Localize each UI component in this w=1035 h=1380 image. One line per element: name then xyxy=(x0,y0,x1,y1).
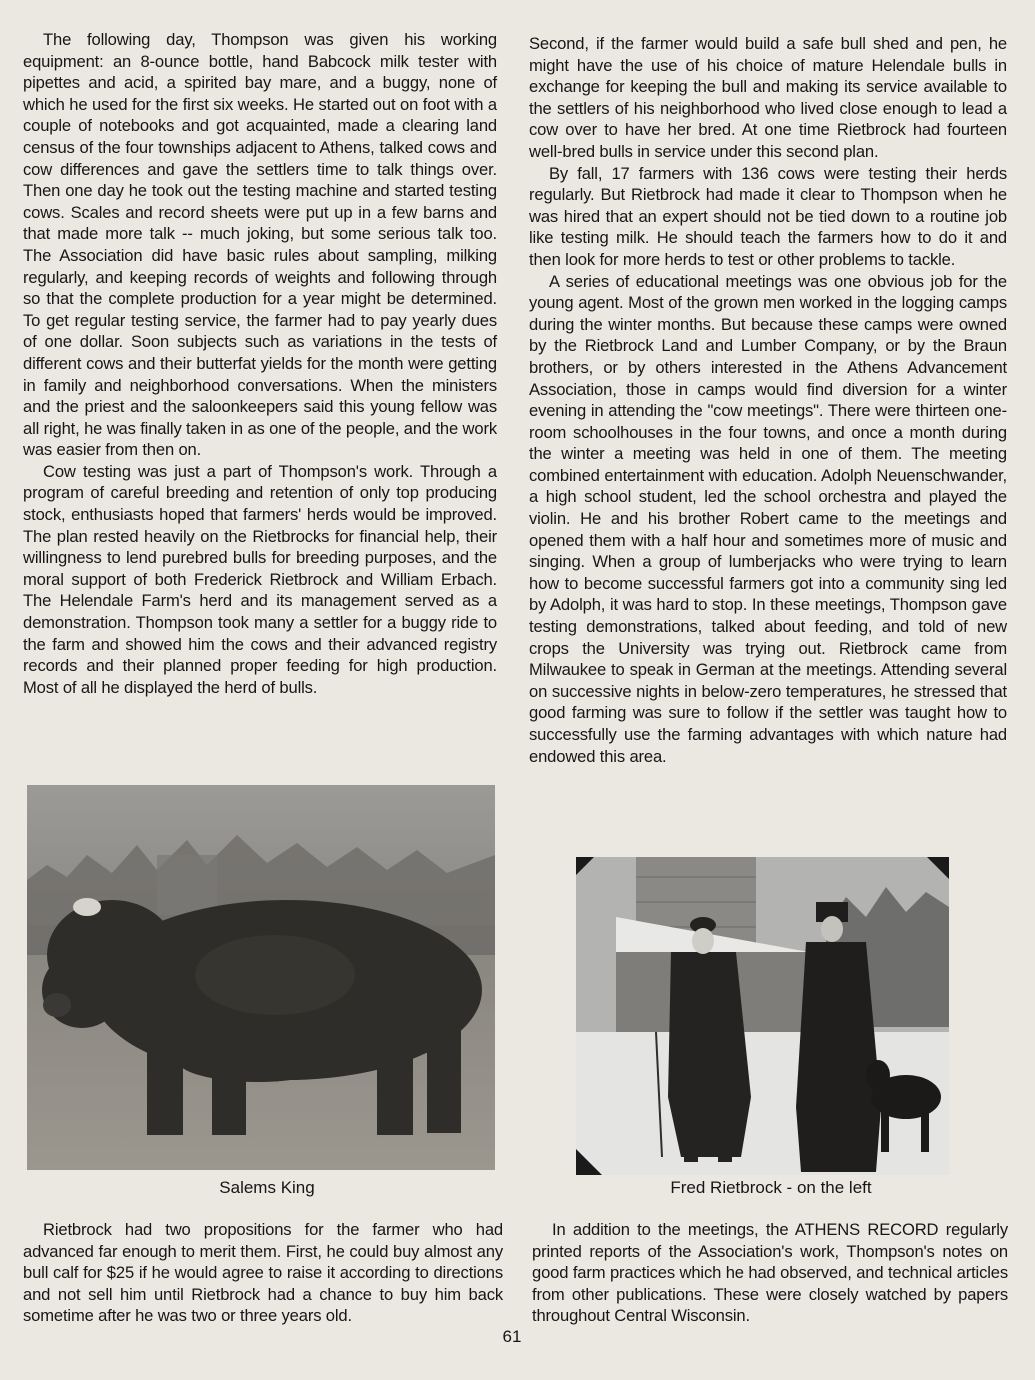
paragraph: By fall, 17 farmers with 136 cows were testing their herds regularly. But Rietbrock had made it clear to Thompson when he was hired that an expert should not be tied down to a routine job like testing milk. He should teach the farmers how to do it and then look for more herds to test or other problems to tackle. xyxy=(529,163,1007,269)
bull-photo-caption: Salems King xyxy=(219,1178,315,1197)
paragraph: Second, if the farmer would build a safe bull shed and pen, he might have the use of his choice of mature Helendale bulls in exchange for keeping the bull and making its service available to the settlers of his neighborhood who lived close enough to lead a cow over to have her bred. At one time Rietbrock had fourteen well-bred bulls in service under this second plan. xyxy=(529,34,1007,161)
right-column-text xyxy=(529,33,1007,767)
bull-photo xyxy=(27,785,495,1170)
left-column-text xyxy=(23,29,497,698)
rietbrock-photo-caption: Fred Rietbrock - on the left xyxy=(670,1178,872,1197)
page-number: 61 xyxy=(502,1327,522,1346)
paragraph: Cow testing was just a part of Thompson's work. Through a program of careful breeding and retention of only top producing stock, enthusiasts hoped that farmers' herds would be improved. The plan rested heavily on the Rietbrocks for financial help, their willingness to lend purebred bulls for breeding purposes, and the moral support of both Frederick Rietbrock and William Erbach. The Helendale Farm's herd and its management served as a demonstration. Thompson took many a settler for a buggy ride to the farm and showed him the cows and their advanced registry records and their planned proper feeding for high production. Most of all he displayed the herd of bulls. xyxy=(23,461,497,697)
rietbrock-photo xyxy=(576,857,949,1175)
paragraph: The following day, Thompson was given his working equipment: an 8-ounce bottle, hand Babcock milk tester with pipettes and acid, a spirited bay mare, and a buggy, none of which he used for the first six weeks. He started out on foot with a couple of notebooks and got acquainted, made a clearing land census of the four townships adjacent to Athens, talked cows and cow differences and gave the settlers time to talk things over. Then one day he took out the testing machine and started testing cows. Scales and record sheets were put up in a few barns and that made more talk -- much joking, but some serious talk too. The Association did have basic rules about sampling, milking regularly, and keeping records of weights and following through so that the complete production for a year might be determined. To get regular testing service, the farmer had to pay yearly dues of one dollar. Soon subjects such as variations in the tests of different cows and their butterfat yields for the month were getting in family and neighborhood conversations. When the ministers and the priest and the saloonkeepers said this young fellow was all right, he was finally taken in as one of the people, and the work was easier from then on. xyxy=(23,30,497,460)
right-bottom-text xyxy=(532,1219,1008,1327)
paragraph: Rietbrock had two propositions for the farmer who had advanced far enough to merit them. First, he could buy almost any bull calf for $25 if he would agree to raise it according to directions and not sell him until Rietbrock had a chance to buy him back sometime after he was two or three years old. xyxy=(23,1220,503,1326)
left-bottom-text xyxy=(23,1219,503,1327)
paragraph: A series of educational meetings was one obvious job for the young agent. Most of the grown men worked in the logging camps during the winter months. But because these camps were owned by the Rietbrock Land and Lumber Company, or by the Braun brothers, or by others interested in the Athens Advancement Association, those in camps would find diversion for a winter evening in attending the "cow meetings". There were thirteen one-room schoolhouses in the four towns, and once a month during the winter a meeting was held in one of them. The meeting combined entertainment with education. Adolph Neuenschwander, a high school student, led the school orchestra and played the violin. He and his brother Robert came to the meetings and opened them with a half hour and sometimes more of music and singing. When a group of lumberjacks who were trying to learn how to become successful farmers got into a community sing led by Adolph, it was hard to stop. In these meetings, Thompson gave testing demonstrations, talked about feeding, and told of new crops the University was trying out. Rietbrock came from Milwaukee to speak in German at the meetings. Attending several on successive nights in below-zero temperatures, he stressed that good farming was sure to follow if the settler was taught how to successfully use the farming advantages with which nature had endowed this area. xyxy=(529,271,1007,766)
paragraph: In addition to the meetings, the ATHENS RECORD regularly printed reports of the Association's work, Thompson's notes on good farm practices which he had observed, and technical articles from other publications. These were closely watched by papers throughout Central Wisconsin. xyxy=(532,1220,1008,1326)
